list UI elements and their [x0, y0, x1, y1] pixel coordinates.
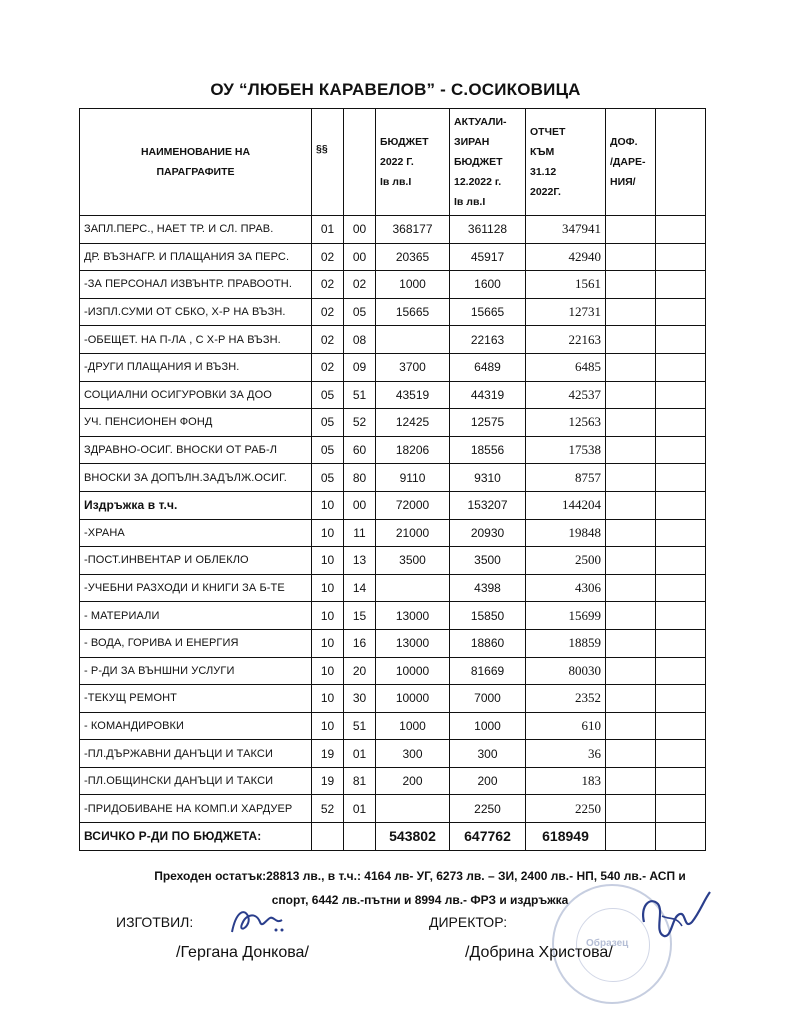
row-paragraph: 05	[312, 436, 344, 464]
table-row-total	[80, 823, 706, 851]
header-extra	[656, 109, 706, 216]
row-budget: 18206	[376, 436, 450, 464]
row-updated: 18860	[450, 629, 526, 657]
row-subparagraph: 51	[344, 381, 376, 409]
header-donations-l2: /ДАРЕ-	[610, 156, 646, 168]
row-extra	[656, 464, 706, 492]
carryover-note-line1: Преходен остатък:28813 лв., в т.ч.: 4164 лв- УГ, 6273 лв. – ЗИ, 2400 лв.- НП, 540 лв.- АСП и	[154, 869, 686, 883]
row-report: 610	[526, 712, 606, 740]
row-name: -ИЗПЛ.СУМИ ОТ СБКО, Х-Р НА ВЪЗН.	[80, 298, 312, 326]
total-report: 618949	[526, 823, 606, 851]
row-donations	[606, 657, 656, 685]
row-subparagraph: 16	[344, 629, 376, 657]
row-donations	[606, 602, 656, 630]
row-updated: 15665	[450, 298, 526, 326]
row-name: Издръжка в т.ч.	[80, 491, 312, 519]
row-report: 8757	[526, 464, 606, 492]
row-subparagraph: 00	[344, 216, 376, 244]
row-report: 36	[526, 740, 606, 768]
row-name: -ЗА ПЕРСОНАЛ ИЗВЪНТР. ПРАВООТН.	[80, 271, 312, 299]
row-subparagraph: 20	[344, 657, 376, 685]
header-updated-l5: Iв лв.I	[454, 196, 486, 208]
row-report: 42537	[526, 381, 606, 409]
document-title: ОУ “ЛЮБЕН КАРАВЕЛОВ” - С.ОСИКОВИЦА	[210, 80, 581, 99]
row-name: - КОМАНДИРОВКИ	[80, 712, 312, 740]
row-extra	[656, 353, 706, 381]
row-subparagraph: 01	[344, 795, 376, 823]
row-updated: 44319	[450, 381, 526, 409]
table-header-row	[80, 109, 706, 216]
header-report-l1: ОТЧЕТ	[530, 126, 566, 138]
row-donations	[606, 326, 656, 354]
row-name: -ХРАНА	[80, 519, 312, 547]
header-budget-l3: Iв лв.I	[380, 176, 412, 188]
header-donations	[606, 109, 656, 216]
row-extra	[656, 519, 706, 547]
row-paragraph: 19	[312, 740, 344, 768]
row-updated: 81669	[450, 657, 526, 685]
row-extra	[656, 767, 706, 795]
row-donations	[606, 436, 656, 464]
row-extra	[656, 271, 706, 299]
row-report: 183	[526, 767, 606, 795]
row-budget: 9110	[376, 464, 450, 492]
row-report: 17538	[526, 436, 606, 464]
row-name: -ПОСТ.ИНВЕНТАР И ОБЛЕКЛО	[80, 547, 312, 575]
row-budget: 3500	[376, 547, 450, 575]
row-budget: 15665	[376, 298, 450, 326]
row-extra	[656, 795, 706, 823]
row-report: 42940	[526, 243, 606, 271]
row-name: -ПЛ.ДЪРЖАВНИ ДАНЪЦИ И ТАКСИ	[80, 740, 312, 768]
row-donations	[606, 464, 656, 492]
table-row	[80, 271, 706, 299]
row-updated: 200	[450, 767, 526, 795]
row-name: -ПРИДОБИВАНЕ НА КОМП.И ХАРДУЕР	[80, 795, 312, 823]
director-name: /Добрина Христова/	[465, 944, 613, 961]
row-updated: 45917	[450, 243, 526, 271]
row-name: -УЧЕБНИ РАЗХОДИ И КНИГИ ЗА Б-ТЕ	[80, 574, 312, 602]
total-subparagraph	[344, 823, 376, 851]
row-budget	[376, 326, 450, 354]
row-subparagraph: 08	[344, 326, 376, 354]
table-row	[80, 657, 706, 685]
row-budget	[376, 795, 450, 823]
row-updated: 2250	[450, 795, 526, 823]
row-updated: 9310	[450, 464, 526, 492]
row-subparagraph: 09	[344, 353, 376, 381]
row-paragraph: 10	[312, 712, 344, 740]
table-row	[80, 740, 706, 768]
row-updated: 153207	[450, 491, 526, 519]
table-row	[80, 353, 706, 381]
row-donations	[606, 519, 656, 547]
row-paragraph: 10	[312, 574, 344, 602]
row-updated: 1600	[450, 271, 526, 299]
total-budget: 543802	[376, 823, 450, 851]
row-donations	[606, 767, 656, 795]
row-name: - ВОДА, ГОРИВА И ЕНЕРГИЯ	[80, 629, 312, 657]
row-report: 144204	[526, 491, 606, 519]
row-updated: 1000	[450, 712, 526, 740]
row-extra	[656, 243, 706, 271]
row-budget: 21000	[376, 519, 450, 547]
row-paragraph: 10	[312, 657, 344, 685]
table-row	[80, 326, 706, 354]
row-subparagraph: 60	[344, 436, 376, 464]
row-donations	[606, 243, 656, 271]
row-budget: 10000	[376, 685, 450, 713]
table-row	[80, 602, 706, 630]
row-subparagraph: 30	[344, 685, 376, 713]
row-report: 347941	[526, 216, 606, 244]
row-report: 15699	[526, 602, 606, 630]
table-row	[80, 519, 706, 547]
row-report: 1561	[526, 271, 606, 299]
row-extra	[656, 326, 706, 354]
row-name: ЗДРАВНО-ОСИГ. ВНОСКИ ОТ РАБ-Л	[80, 436, 312, 464]
row-budget: 300	[376, 740, 450, 768]
row-subparagraph: 01	[344, 740, 376, 768]
row-extra	[656, 657, 706, 685]
header-subparagraph	[344, 109, 376, 216]
row-extra	[656, 381, 706, 409]
table-row	[80, 547, 706, 575]
row-donations	[606, 629, 656, 657]
row-subparagraph: 15	[344, 602, 376, 630]
row-budget: 12425	[376, 409, 450, 437]
row-budget: 20365	[376, 243, 450, 271]
row-paragraph: 02	[312, 298, 344, 326]
header-report-l2: КЪМ	[530, 146, 555, 158]
row-report: 2352	[526, 685, 606, 713]
row-budget: 13000	[376, 629, 450, 657]
header-paragraph: §§	[312, 109, 344, 216]
row-report: 18859	[526, 629, 606, 657]
row-donations	[606, 685, 656, 713]
row-budget: 1000	[376, 712, 450, 740]
row-donations	[606, 216, 656, 244]
row-budget: 72000	[376, 491, 450, 519]
row-donations	[606, 271, 656, 299]
row-report: 12563	[526, 409, 606, 437]
header-updated-budget	[450, 109, 526, 216]
row-subparagraph: 00	[344, 243, 376, 271]
row-extra	[656, 491, 706, 519]
header-budget-l2: 2022 Г.	[380, 156, 414, 168]
row-paragraph: 02	[312, 353, 344, 381]
row-paragraph: 02	[312, 243, 344, 271]
row-updated: 20930	[450, 519, 526, 547]
row-donations	[606, 298, 656, 326]
row-paragraph: 02	[312, 271, 344, 299]
row-updated: 300	[450, 740, 526, 768]
row-name: -ПЛ.ОБЩИНСКИ ДАНЪЦИ И ТАКСИ	[80, 767, 312, 795]
row-updated: 361128	[450, 216, 526, 244]
row-subparagraph: 13	[344, 547, 376, 575]
row-paragraph: 05	[312, 464, 344, 492]
total-extra	[656, 823, 706, 851]
table-row	[80, 795, 706, 823]
row-paragraph: 10	[312, 629, 344, 657]
row-name: -ОБЕЩЕТ. НА П-ЛА , С Х-Р НА ВЪЗН.	[80, 326, 312, 354]
row-extra	[656, 574, 706, 602]
total-donations	[606, 823, 656, 851]
row-updated: 4398	[450, 574, 526, 602]
header-updated-l3: БЮДЖЕТ	[454, 156, 503, 168]
row-updated: 7000	[450, 685, 526, 713]
row-report: 2500	[526, 547, 606, 575]
row-budget: 3700	[376, 353, 450, 381]
row-updated: 15850	[450, 602, 526, 630]
header-report-l3: 31.12	[530, 166, 557, 178]
row-subparagraph: 14	[344, 574, 376, 602]
row-name: - Р-ДИ ЗА ВЪНШНИ УСЛУГИ	[80, 657, 312, 685]
total-paragraph	[312, 823, 344, 851]
row-extra	[656, 740, 706, 768]
row-subparagraph: 05	[344, 298, 376, 326]
row-extra	[656, 685, 706, 713]
row-report: 19848	[526, 519, 606, 547]
row-donations	[606, 409, 656, 437]
row-subparagraph: 81	[344, 767, 376, 795]
row-name: ДР. ВЪЗНАГР. И ПЛАЩАНИЯ ЗА ПЕРС.	[80, 243, 312, 271]
row-donations	[606, 740, 656, 768]
table-row	[80, 629, 706, 657]
table-row	[80, 685, 706, 713]
row-subparagraph: 00	[344, 491, 376, 519]
row-paragraph: 19	[312, 767, 344, 795]
row-paragraph: 10	[312, 519, 344, 547]
row-paragraph: 01	[312, 216, 344, 244]
row-extra	[656, 216, 706, 244]
table-row	[80, 243, 706, 271]
row-name: УЧ. ПЕНСИОНЕН ФОНД	[80, 409, 312, 437]
table-row	[80, 464, 706, 492]
row-extra	[656, 547, 706, 575]
total-updated: 647762	[450, 823, 526, 851]
row-report: 6485	[526, 353, 606, 381]
row-donations	[606, 353, 656, 381]
table-row	[80, 436, 706, 464]
row-report: 80030	[526, 657, 606, 685]
row-report: 22163	[526, 326, 606, 354]
table-row	[80, 712, 706, 740]
row-extra	[656, 602, 706, 630]
row-donations	[606, 381, 656, 409]
row-subparagraph: 51	[344, 712, 376, 740]
row-report: 4306	[526, 574, 606, 602]
prepared-signature-icon	[226, 902, 288, 942]
director-signature-icon	[636, 886, 716, 952]
row-extra	[656, 409, 706, 437]
row-report: 12731	[526, 298, 606, 326]
total-label: ВСИЧКО Р-ДИ ПО БЮДЖЕТА:	[80, 823, 312, 851]
table-row	[80, 574, 706, 602]
row-donations	[606, 547, 656, 575]
row-paragraph: 02	[312, 326, 344, 354]
row-donations	[606, 491, 656, 519]
row-name: ВНОСКИ ЗА ДОПЪЛН.ЗАДЪЛЖ.ОСИГ.	[80, 464, 312, 492]
header-report	[526, 109, 606, 216]
header-report-l4: 2022Г.	[530, 186, 561, 198]
row-name: - МАТЕРИАЛИ	[80, 602, 312, 630]
row-budget: 10000	[376, 657, 450, 685]
row-extra	[656, 629, 706, 657]
row-budget: 43519	[376, 381, 450, 409]
row-budget: 200	[376, 767, 450, 795]
row-paragraph: 05	[312, 409, 344, 437]
table-row	[80, 381, 706, 409]
row-donations	[606, 574, 656, 602]
budget-table	[79, 108, 706, 851]
row-extra	[656, 436, 706, 464]
director-label: ДИРЕКТОР:	[429, 914, 508, 930]
row-name: ЗАПЛ.ПЕРС., НАЕТ ТР. И СЛ. ПРАВ.	[80, 216, 312, 244]
row-report: 2250	[526, 795, 606, 823]
header-name-line1: НАИМЕНОВАНИЕ НА	[140, 146, 251, 158]
row-donations	[606, 795, 656, 823]
carryover-note-line2: спорт, 6442 лв.-пътни и 8994 лв.- ФРЗ и издръжка	[271, 893, 569, 907]
header-updated-l1: АКТУАЛИ-	[454, 116, 507, 128]
row-updated: 22163	[450, 326, 526, 354]
table-row	[80, 767, 706, 795]
header-donations-l1: ДОФ.	[610, 136, 638, 148]
row-budget	[376, 574, 450, 602]
header-name	[80, 109, 312, 216]
row-subparagraph: 52	[344, 409, 376, 437]
row-subparagraph: 11	[344, 519, 376, 547]
row-budget: 368177	[376, 216, 450, 244]
header-budget	[376, 109, 450, 216]
table-row	[80, 409, 706, 437]
table-row-maintenance	[80, 491, 706, 519]
row-updated: 3500	[450, 547, 526, 575]
row-paragraph: 05	[312, 381, 344, 409]
row-budget: 13000	[376, 602, 450, 630]
row-extra	[656, 712, 706, 740]
header-updated-l4: 12.2022 г.	[454, 176, 502, 188]
row-updated: 12575	[450, 409, 526, 437]
row-extra	[656, 298, 706, 326]
row-donations	[606, 712, 656, 740]
header-budget-l1: БЮДЖЕТ	[380, 136, 429, 148]
row-paragraph: 10	[312, 547, 344, 575]
row-subparagraph: 80	[344, 464, 376, 492]
row-paragraph: 10	[312, 491, 344, 519]
header-updated-l2: ЗИРАН	[454, 136, 490, 148]
row-name: -ТЕКУЩ РЕМОНТ	[80, 685, 312, 713]
row-updated: 18556	[450, 436, 526, 464]
row-name: СОЦИАЛНИ ОСИГУРОВКИ ЗА ДОО	[80, 381, 312, 409]
row-budget: 1000	[376, 271, 450, 299]
row-name: -ДРУГИ ПЛАЩАНИЯ И ВЪЗН.	[80, 353, 312, 381]
table-row	[80, 298, 706, 326]
prepared-by-label: ИЗГОТВИЛ:	[116, 914, 194, 930]
prepared-by-name: /Гергана Донкова/	[176, 944, 309, 961]
row-paragraph: 10	[312, 602, 344, 630]
header-donations-l3: НИЯ/	[610, 176, 636, 188]
row-updated: 6489	[450, 353, 526, 381]
row-paragraph: 52	[312, 795, 344, 823]
row-subparagraph: 02	[344, 271, 376, 299]
table-row	[80, 216, 706, 244]
header-name-line2: ПАРАГРАФИТЕ	[156, 166, 235, 178]
row-paragraph: 10	[312, 685, 344, 713]
stamp-text: Образец	[586, 938, 629, 949]
